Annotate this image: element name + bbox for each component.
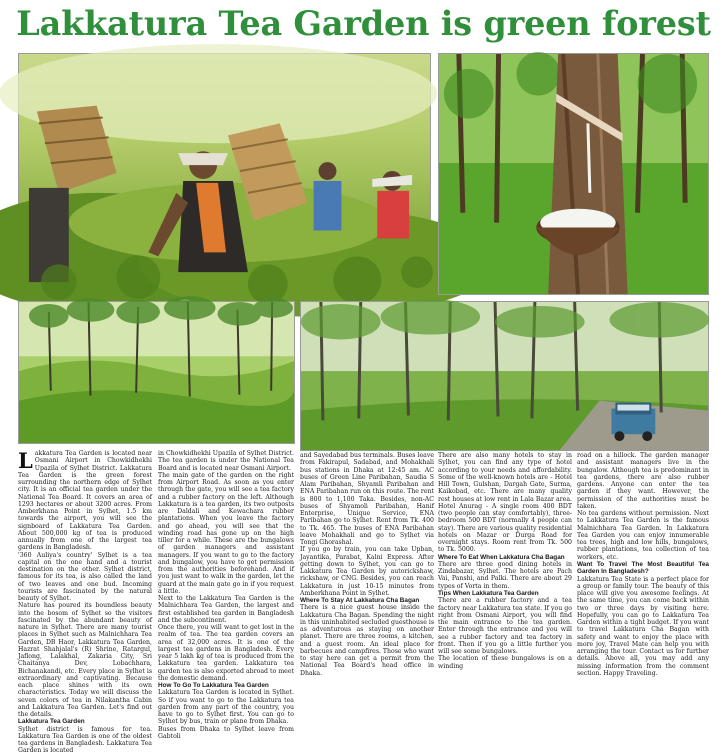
article-subheading: Lakkatura Tea Garden (18, 718, 85, 726)
article-paragraph: Lakkatura Tea Garden is located in Sylhet. So if you want to go to the Lakkatura tea garden from any part of the country, you have to go to Sylhet first. You can go to Sylhet by bus, train or plane from Dhaka. (158, 689, 294, 726)
dropcap: L (18, 448, 33, 473)
forest-road-jeep-photo (300, 301, 709, 451)
article-subheading: Where To Eat When Lakkatura Cha Bagan (438, 553, 565, 561)
article-paragraph: There is a nice guest house inside the Lakkatura Cha Bagan. Spending the night in this uninhabited secluded guesthouse is as adventurous as staying on another planet. There are three rooms, a kitchen, and a guest room. An ideal place for barbecues and campfires. Those who want to stay here can get a permit from the National Tea Board's head office in Dhaka. (300, 604, 434, 677)
article-paragraph: Nature has poured its boundless beauty into the bosom of Sylhet so the visitors fascinated by the abundant beauty of nature in Sylhet. There are many tourist places in Sylhet such as Malnichhara Tea Garden, DB Haor, Lakkatura Tea Garden, Hazrat Shahjalal's (R) Shrine, Ratargul, Jaflong, Lalakhal, Zakaria City, Sri Chaitanya Dev, Lobachhara, Bichanakandi, etc. Every place in Sylhet is extraordinary and captivating. Because each place shines with its own characteristics. Today we will discuss the seven colors of tea in Nilakantha Cabin and Lakkatura Tea Garden. Let's find out the details. (18, 602, 152, 718)
article-column-3 (300, 452, 434, 700)
article-paragraph: If you go by train, you can take Upban, Jayantika, Parabat, Kalni Express. After getting down to Sylhet, you can go to Lakkatura Tea Garden by autorickshaw, rickshaw, or CNG. Besides, you can reach Lakkatura in just 10-15 minutes from Amberkhana Point in Sylhet. (300, 546, 434, 597)
article-paragraph: Next to the Lakkatura Tea Garden is the Malnichhara Tea Garden, the largest and first established tea garden in Bangladesh and the subcontinent. (158, 595, 294, 624)
article-paragraph: Sylhet district is famous for tea. Lakkatura Tea Garden is one of the oldest tea gardens in Bangladesh. Lakkatura Tea Garden is located (18, 725, 152, 755)
article-paragraph: akkatura Tea Garden is located near Osmani Airport in Chowkidhekhi Upazila of Sylhet District. Lakkatura Tea Garden is the green forest surrounding the northern edge of Sylhet city. It is an official tea garden under the National Tea Board. It covers an area of 1293 hectares or about 3200 acres. From Amberkhana Point in Sylhet, 1.5 km towards the airport, you will see the signboard of Lakkatura Tea Garden. About 500,000 kg of tea is produced annually from one of the largest tea gardens in Bangladesh. (18, 450, 152, 552)
article-paragraph: in Chowkidhekhi Upazila of Sylhet District. The tea garden is under the National Tea Board and is located near Osmani Airport. (158, 450, 294, 472)
article-column-5 (577, 452, 709, 700)
article-column-1 (18, 448, 152, 755)
rubber-tapping-photo (438, 53, 709, 295)
headline: Lakkatura Tea Garden is green forest (16, 4, 711, 43)
article-paragraph: Lakkatura Tea State is a perfect place for a group or family tour. The beauty of this place will give you awesome feelings. At the same time, you can come back within two or three days by visiting here. Hopefully, you can go to Lakkatura Tea Garden within a tight budget. If you want to travel Lakkatura Cha Bagan with safety and want to enjoy the place with more joy, Travel Mate can help you with arranging the tour. Contact us for further details. Above all, you may add any missing information from the comment section. Happy Traveling. (577, 575, 709, 677)
article-subheading: Tips When Lakkatura Tea Garden (438, 589, 539, 597)
article-column-2 (158, 450, 294, 740)
article-paragraph: road on a hillock. The garden manager and assistant managers live in the bungalow. Although tea is predominant in tea gardens, there are also rubber gardens. Anyone can enter the tea garden if they want. However, the permission of the authorities must be taken. (577, 452, 709, 510)
article-paragraph: Buses from Dhaka to Sylhet leave from Gabtoli (158, 725, 294, 740)
tea-garden-hills-photo (18, 301, 295, 444)
article-paragraph: No tea gardens without permission. Next to Lakkatura Tea Garden is the famous Malnichhara Tea Garden. In Lakkatura Tea Garden you can enjoy innumerable tea trees, high and low hills, bungalows, rubber plantations, tea collection of tea workers, etc. (577, 510, 709, 561)
article-paragraph: Once there, you will want to get lost in the realm of tea. The tea garden covers an area of 32,000 acres. It is one of the largest tea gardens in Bangladesh. Every year 5 lakh kg of tea is produced from the Lakkatura tea garden. Lakkatura tea garden tea is also exported abroad to meet the domestic demand. (158, 624, 294, 682)
article-paragraph: There are a rubber factory and a tea factory near Lakkatura tea state. If you go right from Osmani Airport, you will find the main entrance to the tea garden. Enter through the entrance and you will see a rubber factory and tea factory in front. Then if you go a little further you will see some bungalows. (438, 597, 572, 656)
article-paragraph: There are also many hotels to stay in Sylhet, you can find any type of hotel according to your needs and affordability. Some of the well-known hotels are - Hotel Hill Town, Gulshan, Dargah Gate, Surma, Kaikobad, etc. There are many quality rest houses at low rent in Lala Bazar area. Hotel Anurag - A single room 400 BDT (two people can stay comfortably), three-bedroom 500 BDT (normally 4 people can stay). There are various quality residential hotels on Mazar or Durga Road for overnight stays. Room rent from Tk. 500 to Tk. 5000. (438, 452, 572, 554)
article-paragraph: There are three good dining hotels in Zindabazar, Sylhet. The hotels are Pach Vai, Panshi, and Palki. There are about 29 types of Vorta in them. (438, 560, 572, 590)
article-subheading: How To Go To Lakkatura Tea Garden (158, 682, 269, 689)
article-column-4 (438, 452, 572, 700)
article-subheading: Where To Stay At Lakkatura Cha Bagan (300, 597, 420, 604)
article-paragraph: The main gate of the garden on the right from Airport Road. As soon as you enter through the gate, you will see a tea factory and a rubber factory on the left. Although Lakkatura is a tea garden, its two outposts are Daldali and Kewachara rubber plantations. When you leave the factory and go ahead, you will see that the winding road has gone up on the high tiller for a while. These are the bungalows of garden managers and assistant managers. If you want to go to the factory and bungalow, you have to get permission from the authorities beforehand. And if you just want to walk in the garden, let the guard at the main gate go in if you request a little. (158, 471, 294, 595)
article-paragraph: and Sayedabad bus terminals. Buses leave from Fakirapul, Sadabad, and Mohakhali bus stations in Dhaka at 12:45 am. AC buses of Green Line Paribahan, Saudia S Alam Paribahan, Shyamli Paribahan and ENA Paribahan run on this route. The rent is 800 to 1,100 Taka. Besides, non-AC buses of Shyamoli Paribahan, Hanif Enterprise, Unique Service, ENA Paribahan go to Sylhet. Rent from Tk. 400 to Tk. 465. The buses of ENA Paribahan leave Mohakhali and go to Sylhet via Tongi Ghorashal. (300, 452, 434, 546)
article-paragraph: '360 Auliya's country' Sylhet is a tea capital on the one hand and a tourist destination on the other. Sylhet district, famous for its tea, is also called the land of two leaves and one bud. Incoming tourists are fascinated by the natural beauty of Sylhet. (18, 551, 152, 602)
tea-pickers-photo (18, 53, 431, 295)
article-paragraph: The location of these bungalows is on a winding (438, 655, 572, 670)
article-subheading: Want To Travel The Most Beautiful Tea Garden In Bangladesh? (577, 560, 709, 576)
